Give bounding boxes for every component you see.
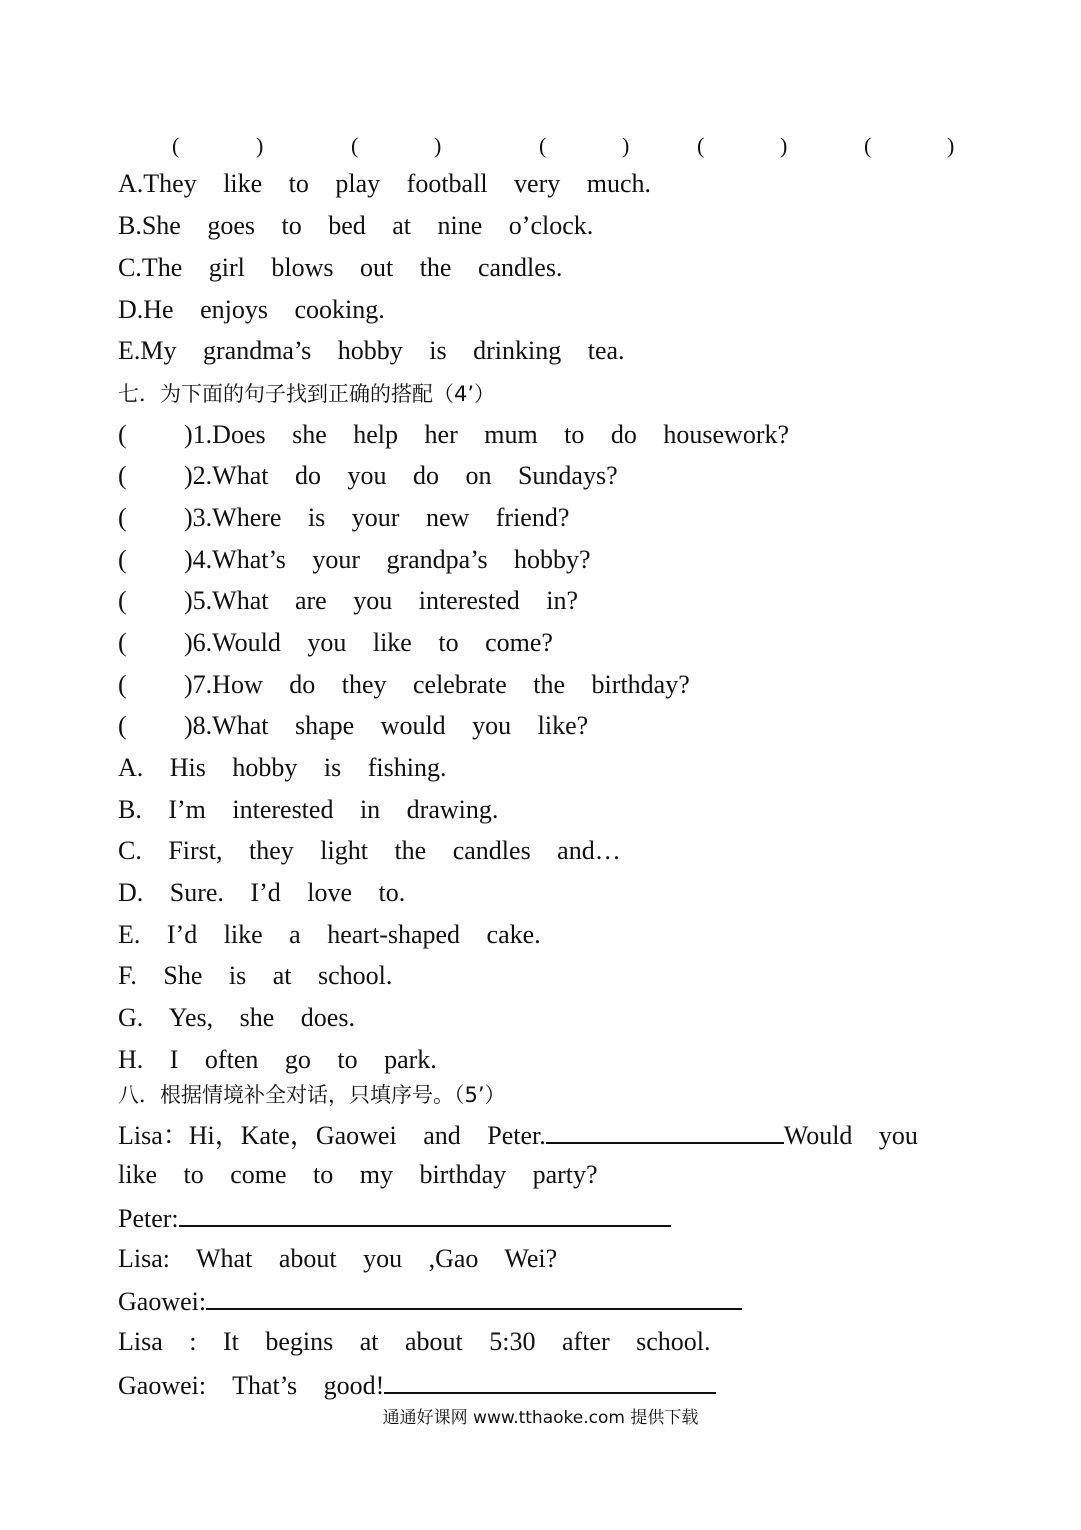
question-line: ( )8.What shape would you like? bbox=[118, 711, 589, 740]
answer-blank[interactable] bbox=[206, 1284, 742, 1310]
paren-close: ) bbox=[256, 133, 264, 158]
option-line: A.They like to play football very much. bbox=[118, 169, 652, 198]
answer-line: E. I’d like a heart-shaped cake. bbox=[118, 920, 541, 949]
paren-close: ) bbox=[780, 133, 788, 158]
answer-paren-row bbox=[0, 133, 1081, 161]
section-heading: 八．根据情境补全对话，只填序号。（5’） bbox=[118, 1083, 506, 1107]
question-line: ( )7.How do they celebrate the birthday? bbox=[118, 670, 690, 699]
section-heading: 七．为下面的句子找到正确的搭配（4’） bbox=[118, 382, 496, 406]
answer-line: G. Yes, she does. bbox=[118, 1003, 355, 1032]
paren-close: ) bbox=[622, 133, 630, 158]
dialogue-line: Lisa : It begins at about 5:30 after school. bbox=[118, 1327, 711, 1356]
question-line: ( )4.What’s your grandpa’s hobby? bbox=[118, 545, 591, 574]
dialogue-line: Lisa: What about you ,Gao Wei? bbox=[118, 1244, 558, 1273]
answer-blank[interactable] bbox=[384, 1368, 716, 1394]
dialogue-line: like to come to my birthday party? bbox=[118, 1160, 598, 1189]
paren-open: ( bbox=[539, 133, 547, 158]
answer-blank[interactable] bbox=[179, 1201, 671, 1227]
answer-line: A. His hobby is fishing. bbox=[118, 753, 447, 782]
paren-open: ( bbox=[351, 133, 359, 158]
option-line: B.She goes to bed at nine o’clock. bbox=[118, 211, 594, 240]
dialogue-line: Gaowei: bbox=[118, 1284, 978, 1318]
paren-close: ) bbox=[947, 133, 955, 158]
paren-close: ) bbox=[434, 133, 442, 158]
answer-line: F. She is at school. bbox=[118, 961, 393, 990]
dialogue-line: Peter: bbox=[118, 1201, 978, 1235]
paren-open: ( bbox=[697, 133, 705, 158]
question-line: ( )5.What are you interested in? bbox=[118, 586, 579, 615]
dialogue-line: Lisa：Hi，Kate，Gaowei and Peter. Would you bbox=[118, 1118, 978, 1152]
question-line: ( )2.What do you do on Sundays? bbox=[118, 461, 618, 490]
option-line: D.He enjoys cooking. bbox=[118, 295, 385, 324]
dialogue-line: Gaowei: That’s good! bbox=[118, 1368, 978, 1402]
answer-line: B. I’m interested in drawing. bbox=[118, 795, 499, 824]
option-line: C.The girl blows out the candles. bbox=[118, 253, 563, 282]
answer-line: C. First, they light the candles and… bbox=[118, 836, 621, 865]
answer-line: H. I often go to park. bbox=[118, 1045, 437, 1074]
page-footer: 通通好课网 www.tthaoke.com 提供下载 bbox=[382, 1408, 699, 1428]
question-line: ( )3.Where is your new friend? bbox=[118, 503, 570, 532]
option-line: E.My grandma’s hobby is drinking tea. bbox=[118, 336, 625, 365]
answer-blank[interactable] bbox=[546, 1118, 784, 1144]
question-line: ( )6.Would you like to come? bbox=[118, 628, 553, 657]
paren-open: ( bbox=[864, 133, 872, 158]
question-line: ( )1.Does she help her mum to do housework? bbox=[118, 420, 790, 449]
answer-line: D. Sure. I’d love to. bbox=[118, 878, 406, 907]
paren-open: ( bbox=[172, 133, 180, 158]
